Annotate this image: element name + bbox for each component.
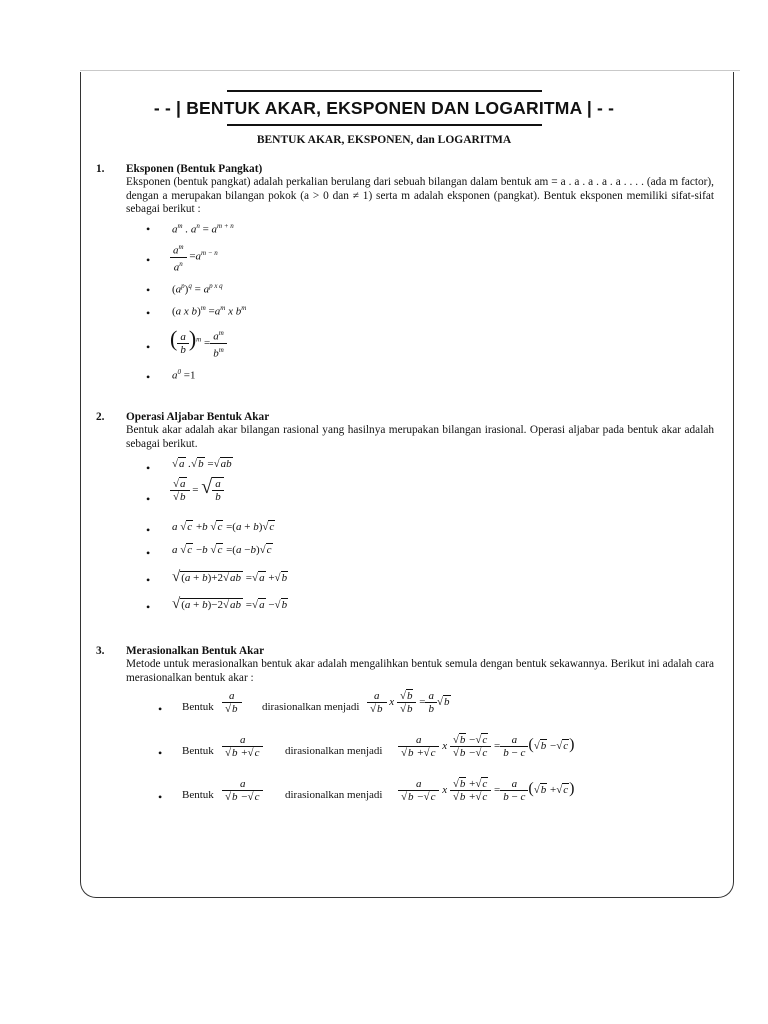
formula: $\frac{a}{√b}$ (222, 690, 242, 715)
formula: $a^0 =1$ (172, 368, 196, 382)
formula: $(a^p)^q = a^{p x q}$ (172, 282, 223, 296)
formula: $\frac{a}{√b}$ x $\frac{√b}{√b}$ = $\frac{a}{b}$ √b (367, 690, 451, 715)
formula: $\frac{a}{√b +√c}$ (222, 734, 263, 759)
bullet: • (158, 790, 163, 804)
formula: $\frac{a^m}{a^n}$ $=a^{m - n}$ (170, 241, 218, 273)
formula: √a .√b =√ab (172, 458, 232, 470)
bullet: • (146, 600, 151, 614)
section-body: Eksponen (bentuk pangkat) adalah perkalian berulang dari sebuah bilangan dalam bentuk am = a . a . a . a . a . . . . (ada m factor), dengan a merupakan bilangan pokok (a > 0 dan ≠ 1) serta m adalah eksponen (pangkat). Bentuk eksponen memiliki sifat-sifat sebagai berikut : (126, 176, 714, 216)
bullet: • (146, 253, 151, 267)
section-body: Bentuk akar adalah akar bilangan rasional yang hasilnya merupakan bilangan irasional. Operasi aljabar pada bentuk akar adalah sebagai berikut. (126, 424, 714, 450)
formula: $\frac{a}{√b -√c}$ (222, 778, 263, 803)
formula: √(a + b)−2√ab =√a −√b (172, 596, 288, 612)
bullet: • (146, 283, 151, 297)
bullet: • (158, 702, 163, 716)
page-subtitle: BENTUK AKAR, EKSPONEN, dan LOGARITMA (256, 134, 512, 146)
title-block (0, 90, 768, 126)
bullet: • (146, 461, 151, 475)
bullet: • (146, 306, 151, 320)
bullet: • (158, 746, 163, 760)
formula: $a^m$ . $a^n = a^{m + n}$ (172, 222, 234, 236)
formula: ( $\frac{a}{b}$ )$^m$ = $\frac{a^m}{b^m}$ (170, 326, 227, 360)
section-heading: Eksponen (Bentuk Pangkat) (126, 163, 263, 175)
formula: $\frac{√a}{√b}$ = √ $\frac{a}{b}$ (170, 476, 224, 503)
top-divider (80, 70, 740, 71)
bentuk-label: Bentuk (182, 701, 214, 713)
formula: √(a + b)+2√ab =√a +√b (172, 569, 288, 585)
bentuk-label: Bentuk (182, 789, 214, 801)
bullet: • (146, 370, 151, 384)
formula: a √c −b √c =(a −b)√c (172, 544, 272, 556)
bullet: • (146, 492, 151, 506)
title-rule-bottom (227, 124, 542, 126)
formula: $\frac{a}{√b +√c}$ x $\frac{√b -√c}{√b -√c}$ = $\frac{a}{b - c}$ (√b −√c) (398, 734, 574, 759)
section-number: 2. (96, 411, 105, 423)
dirasionalkan-label: dirasionalkan menjadi (262, 701, 360, 713)
section-heading: Operasi Aljabar Bentuk Akar (126, 411, 270, 423)
section-body: Metode untuk merasionalkan bentuk akar adalah mengalihkan bentuk semula dengan bentuk sekawannya. Berikut ini adalah cara merasionalkan bentuk akar : (126, 658, 714, 684)
formula: (a x $b)^m =a^m$ x $b^m$ (172, 304, 247, 318)
bullet: • (146, 222, 151, 236)
bullet: • (146, 523, 151, 537)
bullet: • (146, 546, 151, 560)
title-rule-top (227, 90, 542, 92)
page-title: - - | BENTUK AKAR, EKSPONEN DAN LOGARITMA | - - (153, 98, 615, 118)
bullet: • (146, 340, 151, 354)
bullet: • (146, 573, 151, 587)
dirasionalkan-label: dirasionalkan menjadi (285, 745, 383, 757)
section-heading: Merasionalkan Bentuk Akar (126, 645, 265, 657)
formula: $\frac{a}{√b -√c}$ x $\frac{√b +√c}{√b +√c}$ = $\frac{a}{b - c}$ (√b +√c) (398, 778, 574, 803)
dirasionalkan-label: dirasionalkan menjadi (285, 789, 383, 801)
bentuk-label: Bentuk (182, 745, 214, 757)
section-number: 3. (96, 645, 105, 657)
formula: a √c +b √c =(a + b)√c (172, 521, 275, 533)
section-number: 1. (96, 163, 105, 175)
